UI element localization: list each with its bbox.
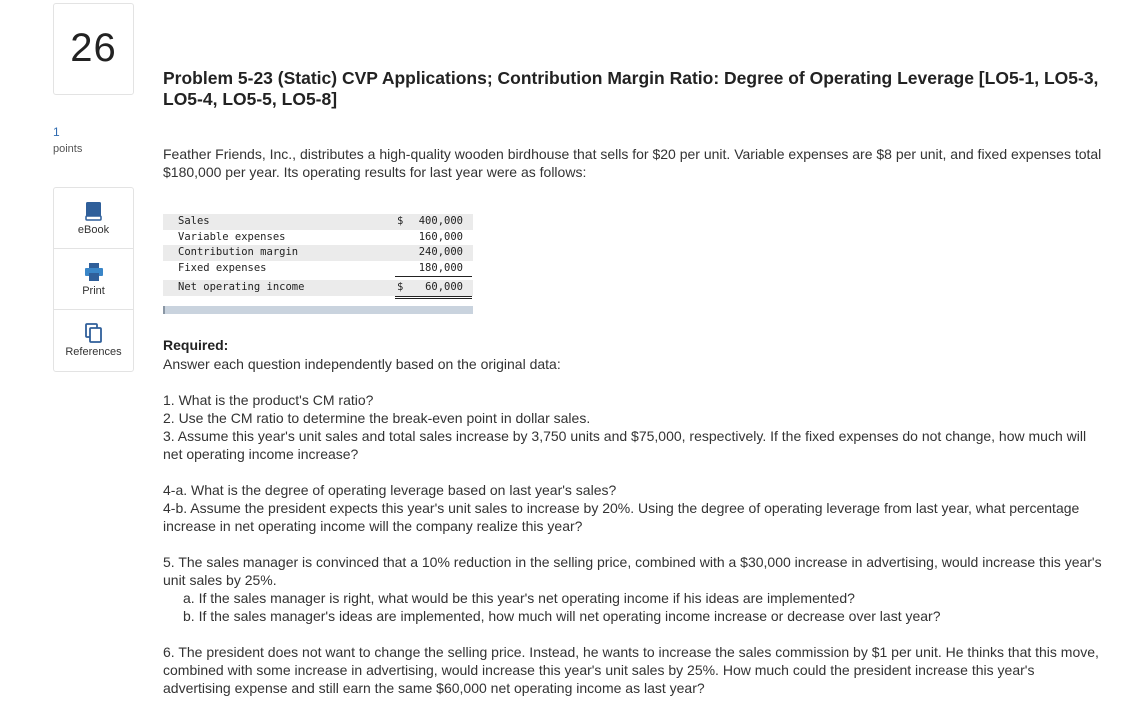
table-row bbox=[163, 214, 473, 230]
question-5a: a. If the sales manager is right, what would be this year's net operating income if his ideas are implemented? bbox=[183, 590, 855, 606]
print-button[interactable] bbox=[54, 249, 133, 310]
question-2: 2. Use the CM ratio to determine the break-even point in dollar sales. bbox=[163, 410, 591, 426]
question-5b: b. If the sales manager's ideas are implemented, how much will net operating income increase or decrease over last year? bbox=[183, 608, 941, 624]
required-instruction: Answer each question independently based on the original data: bbox=[163, 356, 561, 372]
row-dollar: $ bbox=[397, 215, 404, 227]
question-4a: 4-a. What is the degree of operating leverage based on last year's sales? bbox=[163, 482, 617, 498]
table-scrollbar[interactable] bbox=[163, 306, 473, 314]
problem-title: Problem 5-23 (Static) CVP Applications; Contribution Margin Ratio: Degree of Operating Leverage [LO5-1, LO5-3, LO5-4, LO5-5, LO5-8] bbox=[163, 68, 1099, 109]
row-amount: 240,000 bbox=[418, 246, 463, 258]
question-number: 26 bbox=[70, 25, 117, 70]
ebook-label: eBook bbox=[77, 224, 110, 236]
points-label: points bbox=[53, 143, 83, 155]
ebook-button[interactable] bbox=[54, 188, 133, 249]
question-number-box bbox=[53, 3, 134, 95]
table-row bbox=[163, 261, 473, 277]
row-amount: 180,000 bbox=[418, 261, 463, 274]
row-amount: 60,000 bbox=[425, 281, 463, 293]
row-label: Fixed expenses bbox=[178, 261, 267, 274]
documents-icon bbox=[84, 323, 104, 343]
question-3: 3. Assume this year's unit sales and total sales increase by 3,750 units and $75,000, respectively. If the fixed expenses do not change, how much will net operating income increase? bbox=[163, 428, 1087, 462]
row-label: Sales bbox=[178, 215, 210, 227]
points-value: 1 bbox=[53, 125, 60, 139]
table-row bbox=[163, 280, 473, 296]
required-heading: Required: bbox=[163, 337, 229, 353]
problem-intro: Feather Friends, Inc., distributes a high-quality wooden birdhouse that sells for $20 per unit. Variable expenses are $8 per unit, and fixed expenses total $180,000 per year. Its operating results for last year were as follows: bbox=[163, 146, 1102, 180]
row-label: Variable expenses bbox=[178, 230, 286, 243]
underline bbox=[395, 276, 472, 277]
row-label: Contribution margin bbox=[178, 246, 299, 258]
question-6: 6. The president does not want to change the selling price. Instead, he wants to increase the sales commission by $1 per unit. He thinks that this move, combined with some increase in advertising, would increase this year's unit sales by 25%. How much could the president increase this year's advertising expense and still earn the same $60,000 net operating income as last year? bbox=[163, 644, 1099, 696]
book-icon bbox=[84, 201, 104, 221]
tool-panel bbox=[53, 187, 134, 372]
row-amount: 400,000 bbox=[418, 215, 463, 227]
question-5: 5. The sales manager is convinced that a 10% reduction in the selling price, combined with a $30,000 increase in advertising, would increase this year's unit sales by 25%. bbox=[163, 554, 1102, 588]
print-label: Print bbox=[82, 285, 105, 297]
double-underline-bottom bbox=[395, 298, 472, 299]
printer-icon bbox=[84, 262, 104, 282]
references-label: References bbox=[65, 346, 122, 358]
row-dollar: $ bbox=[397, 281, 404, 293]
row-label: Net operating income bbox=[178, 281, 305, 293]
row-amount: 160,000 bbox=[418, 230, 463, 243]
table-row bbox=[163, 230, 473, 246]
income-statement-table bbox=[163, 206, 473, 314]
question-4b: 4-b. Assume the president expects this year's unit sales to increase by 20%. Using the degree of operating leverage from last year, what percentage increase in net operating income will the company realize this year? bbox=[163, 500, 1080, 534]
question-1: 1. What is the product's CM ratio? bbox=[163, 392, 374, 408]
table-row bbox=[163, 245, 473, 261]
references-button[interactable] bbox=[54, 310, 133, 371]
double-underline-top bbox=[395, 296, 472, 297]
